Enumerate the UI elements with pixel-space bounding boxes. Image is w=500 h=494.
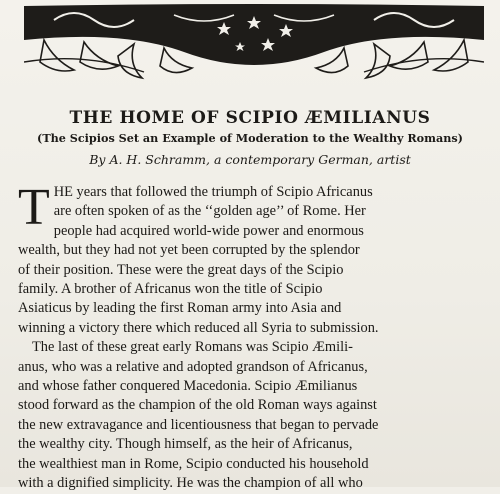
text-line: and whose father conquered Macedonia. Scipio Æmilianus [18, 378, 358, 395]
text-line: the wealthiest man in Rome, Scipio conducted his household [18, 455, 369, 472]
text-line: family. A brother of Africanus won the title of Scipio [18, 281, 323, 298]
text-line: HE years that followed the triumph of Scipio Africanus [53, 184, 373, 200]
article-body [18, 179, 490, 494]
text-line: The last of these great early Romans was Scipio Æmili- [32, 339, 353, 356]
text-line: people had acquired world-wide power and enormous [53, 222, 364, 239]
text-line: anus, who was a relative and adopted grandson of Africanus, [18, 358, 368, 375]
text-line: stood forward as the champion of the old Roman ways against [18, 397, 377, 414]
text-line: are often spoken of as the ‘‘golden age’’ of Rome. Her [53, 203, 366, 220]
text-line: of their position. These were the great days of the Scipio [18, 261, 344, 278]
text-line: wealth, but they had not yet been corrupted by the splendor [18, 242, 360, 259]
art-nouveau-lily-ornament [24, 0, 484, 86]
article-subtitle: (The Scipios Set an Example of Moderation to the Wealthy Romans) [37, 131, 463, 145]
text-line: the new extravagance and licentiousness that began to pervade [18, 416, 379, 433]
text-line: Asiaticus by leading the first Roman army into Asia and [18, 300, 342, 317]
drop-cap: T [18, 179, 50, 236]
article-title: THE HOME OF SCIPIO ÆMILIANUS [69, 108, 431, 128]
article-byline: By A. H. Schramm, a contemporary German, artist [89, 152, 411, 167]
text-line: winning a victory there which reduced all Syria to submission. [18, 319, 379, 336]
text-line: the wealthy city. Though himself, as the heir of Africanus, [18, 436, 353, 453]
text-line: with a dignified simplicity. He was the champion of all who [18, 475, 363, 492]
